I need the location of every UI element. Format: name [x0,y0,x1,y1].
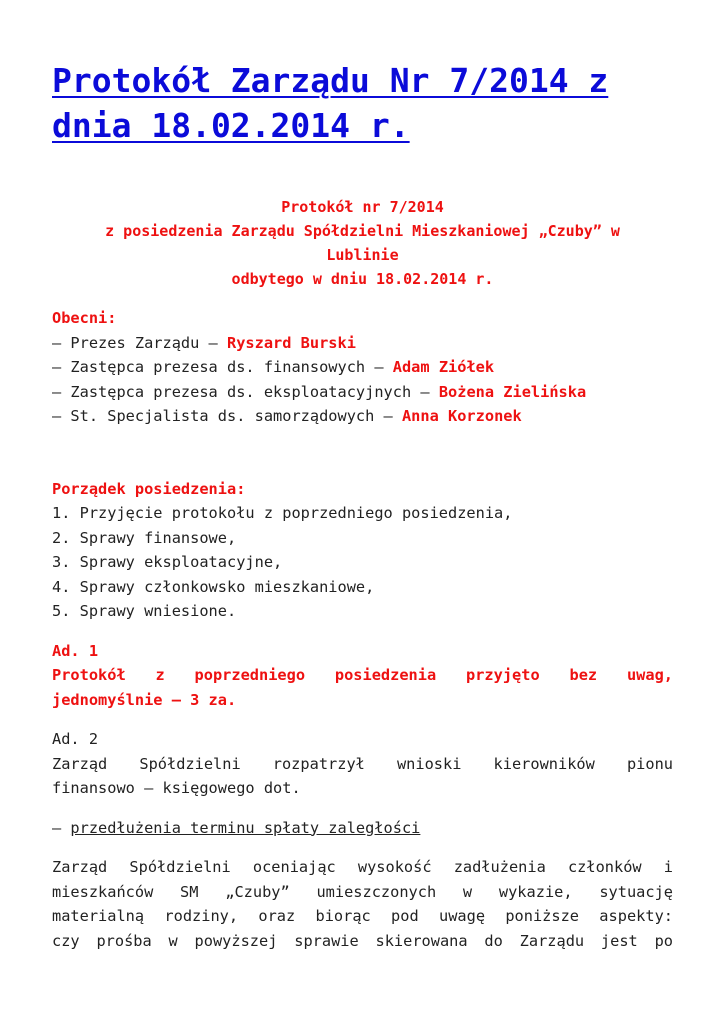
heading-line-4: odbytego w dniu 18.02.2014 r. [231,270,494,288]
heading-line-3: Lublinie [326,246,399,264]
agenda-label: Porządek posiedzenia: [52,479,246,498]
agenda-item: 3. Sprawy eksploatacyjne, [52,553,283,571]
heading-line-1: Protokół nr 7/2014 [281,198,444,216]
attendee-role: – Zastępca prezesa ds. finansowych – [52,358,393,376]
paragraph-line-1: Zarząd Spółdzielni oceniając wysokość zadłużenia członków i [52,858,673,876]
attendee-name: Bożena Zielińska [438,382,587,401]
ad1-text [52,663,673,712]
agenda-item: 1. Przyjęcie protokołu z poprzedniego posiedzenia, [52,504,513,522]
attendees-section [52,306,673,429]
title-link[interactable] [52,58,673,148]
subsection-dash: – [52,818,71,837]
ad1-text-line-1: Protokół z poprzedniego posiedzenia przyjęto bez uwag, [52,666,673,684]
attendee-row [52,355,673,380]
attendee-role: – Zastępca prezesa ds. eksploatacyjnych – [52,382,439,401]
ad1-section [52,639,673,713]
title-line-2: dnia 18.02.2014 r. [52,106,410,145]
heading-line-2: z posiedzenia Zarządu Spółdzielni Mieszkaniowej „Czuby” w [105,222,620,240]
body-paragraph [52,855,673,953]
attendee-role: – Prezes Zarządu – [52,333,227,352]
subsection-title: przedłużenia terminu spłaty zaległości [70,818,421,837]
attendees-label: Obecni: [52,309,117,327]
attendee-name: Adam Ziółek [392,358,495,376]
title-line-1: Protokół Zarządu Nr 7/2014 z [52,61,609,100]
ad1-text-line-2: jednomyślnie – 3 za. [52,690,237,709]
attendee-name: Anna Korzonek [401,407,522,425]
paragraph-line-2: mieszkańców SM „Czuby” umieszczonych w wykazie, sytuację [52,882,673,901]
ad2-text-line-2: finansowo – księgowego dot. [52,779,301,797]
paragraph-line-3: materialną rodziny, oraz biorąc pod uwagę poniższe aspekty: [52,907,673,925]
attendee-row [52,331,673,356]
attendee-name: Ryszard Burski [226,333,356,352]
page-title [52,0,673,148]
attendee-row [52,380,673,405]
ad2-section [52,727,673,801]
agenda-item: 4. Sprawy członkowsko mieszkaniowe, [52,577,375,596]
ad1-label: Ad. 1 [52,641,99,660]
subsection-heading [52,816,673,841]
agenda-section [52,477,673,624]
protocol-heading [52,195,673,291]
ad2-label: Ad. 2 [52,730,99,748]
document-page [52,0,673,953]
ad2-text-line-1: Zarząd Spółdzielni rozpatrzył wnioski kierowników pionu [52,754,673,773]
agenda-item: 2. Sprawy finansowe, [52,528,237,547]
attendee-role: – St. Specjalista ds. samorządowych – [52,407,402,425]
paragraph-line-4: czy prośba w powyższej sprawie skierowana do Zarządu jest po [52,931,673,950]
agenda-item: 5. Sprawy wniesione. [52,602,237,620]
attendee-row [52,404,673,429]
